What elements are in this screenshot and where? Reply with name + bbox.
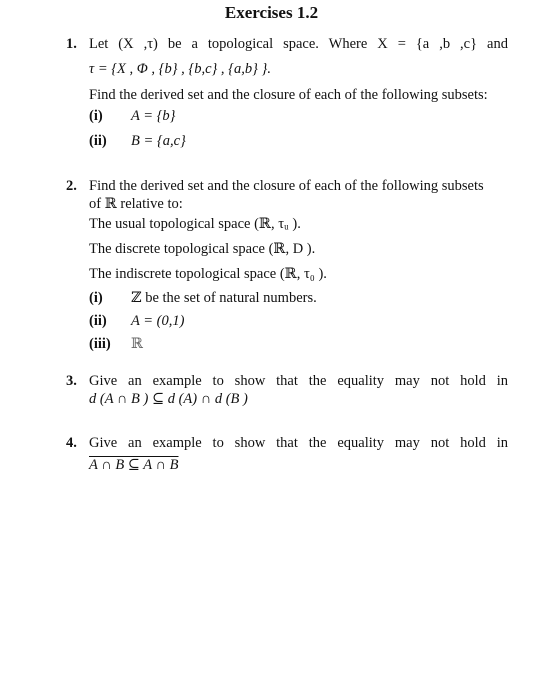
exercise-1-number: 1. xyxy=(66,36,77,52)
exercise-1-item-1-label: (i) xyxy=(89,108,103,124)
exercise-4-line-2: A ∩ B ⊆ A ∩ B xyxy=(89,457,179,473)
exercise-4-number: 4. xyxy=(66,435,77,451)
exercise-2-line-4: The discrete topological space (ℝ, D ). xyxy=(89,241,316,257)
exercise-2-number: 2. xyxy=(66,178,77,194)
exercise-4-line-1: Give an example to show that the equality may not hold in xyxy=(89,435,508,451)
exercise-1-line-3: Find the derived set and the closure of each of the following subsets: xyxy=(89,87,488,103)
exercise-3-line-2: d (A ∩ B ) ⊆ d (A) ∩ d (B ) xyxy=(89,391,248,407)
exercise-1-item-1-text: A = {b} xyxy=(131,108,176,124)
page-title: Exercises 1.2 xyxy=(224,3,319,22)
exercise-2-item-3-label: (iii) xyxy=(89,336,111,352)
exercise-1-line-1: Let (X ,τ) be a topological space. Where X = {a ,b ,c} and xyxy=(89,36,508,52)
exercise-3-number: 3. xyxy=(66,373,77,389)
exercise-1-item-2-text: B = {a,c} xyxy=(131,133,186,149)
exercise-2-line-5: The indiscrete topological space (ℝ, τ₀ ). xyxy=(89,266,327,282)
exercise-2-item-3-text: ℝ xyxy=(131,336,144,352)
exercise-3-line-1: Give an example to show that the equality may not hold in xyxy=(89,373,508,389)
exercise-2-line-2: of ℝ relative to: xyxy=(89,196,183,212)
exercise-2-item-2-text: A = (0,1) xyxy=(131,313,185,329)
exercise-2-item-1-text: ℤ be the set of natural numbers. xyxy=(131,290,317,306)
exercise-2-line-3: The usual topological space (ℝ, τᵤ ). xyxy=(89,216,301,232)
exercise-1-line-2: τ = {X , Φ , {b} , {b,c} , {a,b} }. xyxy=(89,61,271,77)
exercise-2-line-1: Find the derived set and the closure of each of the following subsets xyxy=(89,178,484,194)
exercise-2-item-1-label: (i) xyxy=(89,290,103,306)
exercise-2-item-2-label: (ii) xyxy=(89,313,107,329)
exercise-1-item-2-label: (ii) xyxy=(89,133,107,149)
